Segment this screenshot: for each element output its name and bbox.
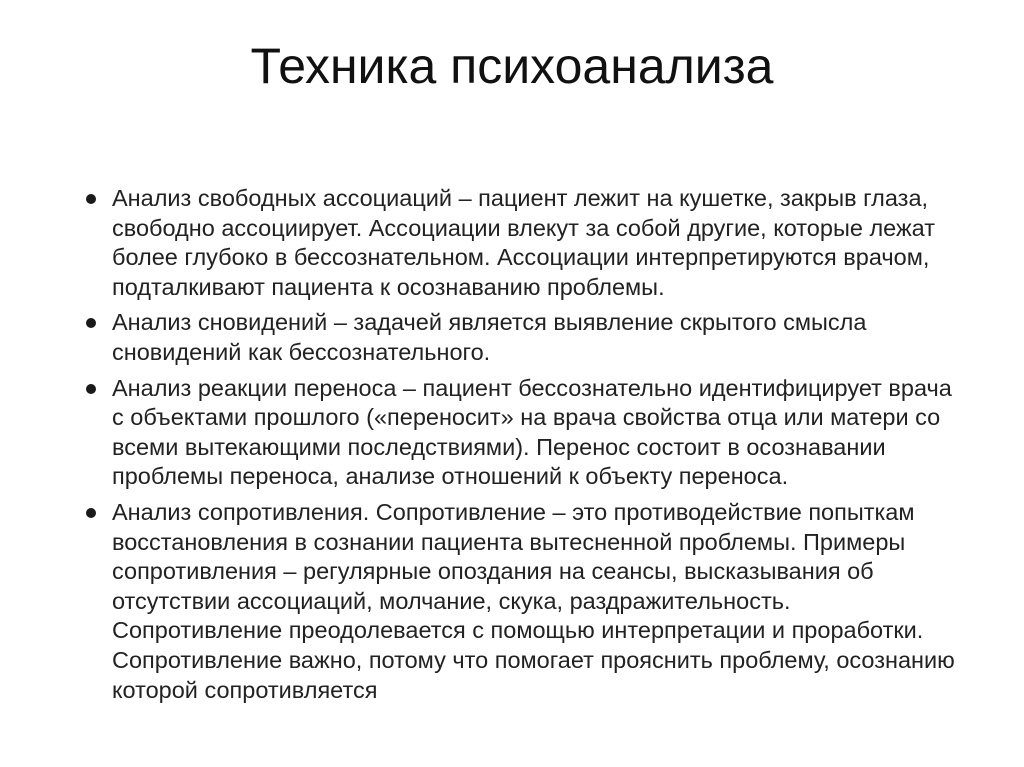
bullet-dot-icon (86, 508, 96, 518)
bullet-dot-icon (86, 194, 96, 204)
bullet-item-free-association (84, 184, 964, 302)
bullet-text: Анализ сновидений – задачей является выявление скрытого смысла сновидений как бессознательного. (112, 309, 867, 365)
bullet-list (84, 184, 964, 711)
bullet-dot-icon (86, 318, 96, 328)
bullet-dot-icon (86, 384, 96, 394)
bullet-text: Анализ сопротивления. Сопротивление – это противодействие попыткам восстановления в сознании пациента вытесненной проблемы. Примеры сопротивления – регулярные опоздания на сеансы, высказывания об отсутствии ассоциаций, молчание, скука, раздражительность. Сопротивление преодолевается с помощью интерпретации и проработки. Сопротивление важно, потому что помогает прояснить проблему, осознанию которой сопротивляется (112, 498, 955, 703)
bullet-text: Анализ реакции переноса – пациент бессознательно идентифицирует врача с объектами прошлого («переносит» на врача свойства отца или матери со всеми вытекающими последствиями). Перенос состоит в осознавании проблемы переноса, анализе отношений к объекту переноса. (112, 374, 952, 490)
bullet-item-transference (84, 374, 964, 492)
bullet-item-dream-analysis (84, 308, 964, 367)
bullet-text: Анализ свободных ассоциаций – пациент лежит на кушетке, закрыв глаза, свободно ассоциирует. Ассоциации влекут за собой другие, которые лежат более глубоко в бессознательном. Ассоциации интерпретируются врачом, подталкивают пациента к осознаванию проблемы. (112, 185, 935, 300)
bullet-item-resistance (84, 498, 964, 705)
slide-title: Техника психоанализа (250, 38, 774, 94)
